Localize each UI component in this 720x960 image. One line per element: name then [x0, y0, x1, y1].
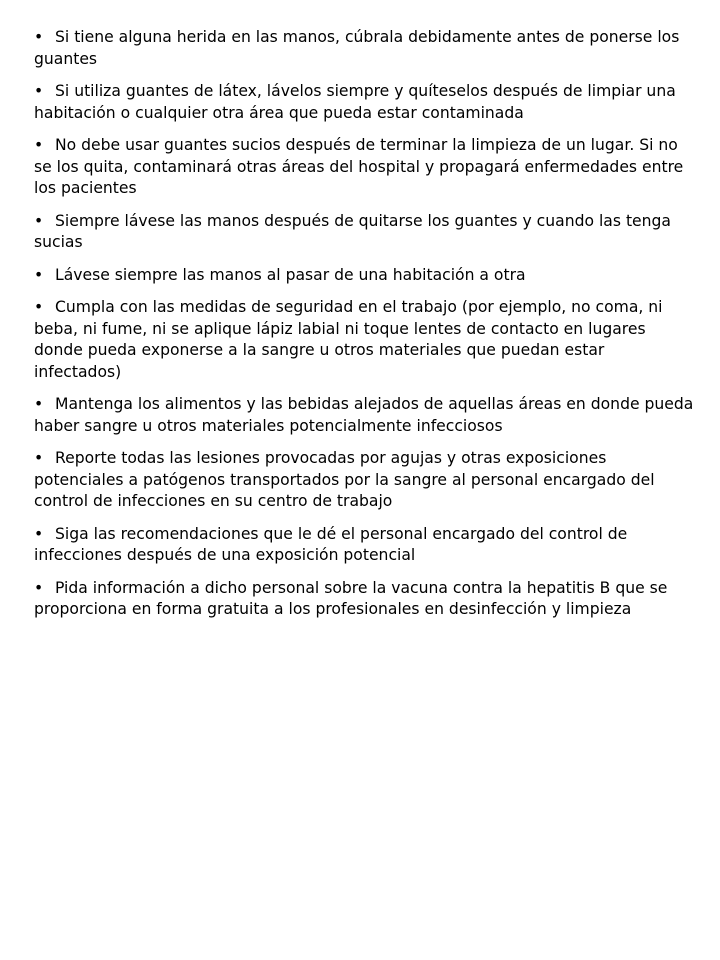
list-item-text: Lávese siempre las manos al pasar de una habitación a otra [55, 265, 526, 284]
bullet-icon: • [34, 265, 44, 284]
list-item-text: Pida información a dicho personal sobre la vacuna contra la hepatitis B que se proporciona en forma gratuita a los profesionales en desinfección y limpieza [34, 578, 668, 618]
list-item [34, 211, 694, 254]
list-item-text: Si utiliza guantes de látex, lávelos siempre y quíteselos después de limpiar una habitación o cualquier otra área que pueda estar contaminada [34, 82, 676, 122]
list-item-text: Mantenga los alimentos y las bebidas alejados de aquellas áreas en donde pueda haber sangre u otros materiales potencialmente infecciosos [34, 395, 694, 435]
list-item-text: Reporte todas las lesiones provocadas por agujas y otras exposiciones potenciales a patógenos transportados por la sangre al personal encargado del control de infecciones en su centro de trabajo [34, 449, 655, 510]
bullet-icon: • [34, 211, 44, 230]
list-item-text: Si tiene alguna herida en las manos, cúbrala debidamente antes de ponerse los guantes [34, 28, 680, 68]
list-item [34, 578, 694, 621]
bullet-icon: • [34, 298, 44, 316]
list-item-text: No debe usar guantes sucios después de terminar la limpieza de un lugar. Si no se los quita, contaminará otras áreas del hospital y propagará enfermedades entre los pacientes [34, 136, 684, 197]
bullet-icon: • [34, 524, 44, 543]
document-page [34, 27, 694, 632]
list-item [34, 448, 694, 513]
list-item [34, 297, 694, 383]
bullet-icon: • [34, 578, 44, 597]
list-item [34, 394, 694, 437]
list-item [34, 135, 694, 200]
list-item [34, 524, 694, 567]
bullet-icon: • [34, 82, 44, 100]
bullet-icon: • [34, 449, 44, 467]
list-item [34, 27, 694, 70]
list-item-text: Siempre lávese las manos después de quitarse los guantes y cuando las tenga sucias [34, 211, 671, 251]
bullet-icon: • [34, 28, 44, 46]
bullet-icon: • [34, 136, 44, 154]
bullet-list [34, 27, 694, 621]
bullet-icon: • [34, 395, 44, 413]
list-item-text: Cumpla con las medidas de seguridad en el trabajo (por ejemplo, no coma, ni beba, ni fume, ni se aplique lápiz labial ni toque lentes de contacto en lugares donde pueda exponerse a la sangre u otros materiales que puedan estar infectados) [34, 298, 663, 381]
list-item [34, 81, 694, 124]
list-item-text: Siga las recomendaciones que le dé el personal encargado del control de infecciones después de una exposición potencial [34, 524, 628, 564]
list-item [34, 265, 694, 287]
